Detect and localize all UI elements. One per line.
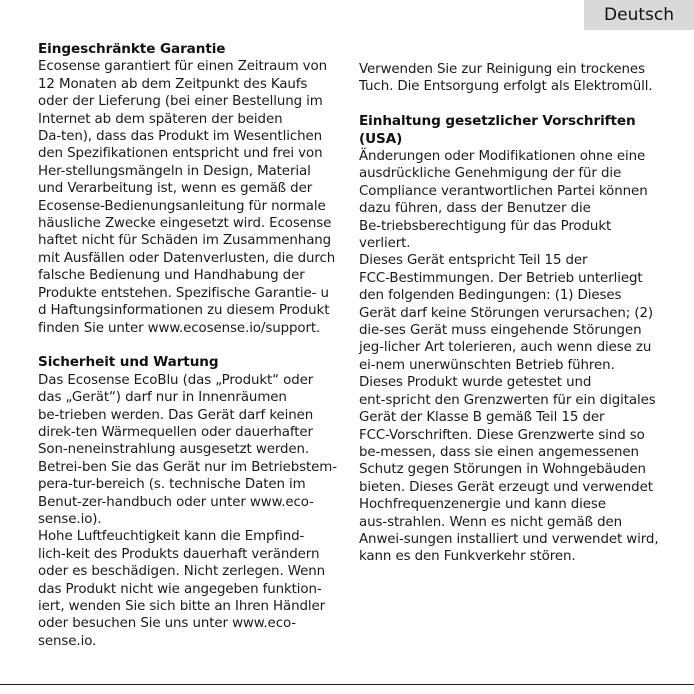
text-line: be-messen, dass sie einen angemessenen xyxy=(359,444,639,460)
text-line: Benut-zer-handbuch oder unter www.eco- xyxy=(38,494,314,510)
text-line: Son-neneinstrahlung ausgesetzt werden. xyxy=(38,442,310,458)
text-line: das Produkt nicht wie angegeben funktion- xyxy=(38,581,322,597)
text-line: Compliance verantwortlichen Partei können xyxy=(359,183,648,199)
text-line: falsche Bedienung und Handhabung der xyxy=(38,268,305,284)
text-line: den folgenden Bedingungen: (1) Dieses xyxy=(359,288,622,304)
text-line: häusliche Zwecke eingesetzt wird. Ecosense xyxy=(38,216,332,232)
warranty-body xyxy=(38,58,348,337)
text-line: das „Gerät“) darf nur in Innenräumen xyxy=(38,390,287,406)
text-line: iert, wenden Sie sich bitte an Ihren Händler xyxy=(38,598,326,614)
text-line: bieten. Dieses Gerät erzeugt und verwendet xyxy=(359,479,653,495)
text-line: Gerät der Klasse B gemäß Teil 15 der xyxy=(359,410,605,426)
text-line: Hochfrequenzenergie und kann diese xyxy=(359,497,606,513)
footer-divider xyxy=(0,684,694,685)
text-line: oder besuchen Sie uns unter www.eco- xyxy=(38,616,297,632)
text-line: Produkte entstehen. Spezifische Garantie- u xyxy=(38,285,329,301)
text-line: ausdrückliche Genehmigung der für die xyxy=(359,166,622,182)
text-line: 12 Monaten ab dem Zeitpunkt des Kaufs xyxy=(38,76,308,92)
right-column xyxy=(359,61,669,566)
text-line: d Haftungsinformationen zu diesem Produkt xyxy=(38,303,330,319)
text-line: Tuch. Die Entsorgung erfolgt als Elektromüll. xyxy=(359,79,653,95)
text-line: dazu führen, dass der Benutzer die xyxy=(359,201,591,217)
text-line: ei-nem unerwünschten Betrieb führen. xyxy=(359,357,615,373)
compliance-heading: Einhaltung gesetzlicher Vorschriften (USA) xyxy=(359,113,636,147)
text-line: sense.io. xyxy=(38,633,97,649)
text-line: aus-strahlen. Wenn es nicht gemäß den xyxy=(359,514,623,530)
text-line: Betrei-ben Sie das Gerät nur im Betriebstem- xyxy=(38,459,337,475)
left-column xyxy=(38,41,348,650)
text-line: be-trieben werden. Das Gerät darf keinen xyxy=(38,407,314,423)
text-line: Dieses Gerät entspricht Teil 15 der xyxy=(359,253,588,269)
text-line: FCC-Vorschriften. Diese Grenzwerte sind so xyxy=(359,427,645,443)
text-line: Schutz gegen Störungen in Wohngebäuden xyxy=(359,462,646,478)
safety-heading: Sicherheit und Wartung xyxy=(38,354,219,371)
text-line: finden Sie unter www.ecosense.io/support. xyxy=(38,320,321,336)
text-line: Verwenden Sie zur Reinigung ein trockenes xyxy=(359,62,645,77)
text-line: Hohe Luftfeuchtigkeit kann die Empfind- xyxy=(38,529,305,545)
text-line: Ecosense-Bedienungsanleitung für normale xyxy=(38,198,326,214)
warranty-heading: Eingeschränkte Garantie xyxy=(38,41,226,57)
text-line: den Spezifikationen entspricht und frei von xyxy=(38,146,323,162)
text-line: Das Ecosense EcoBlu (das „Produkt“ oder xyxy=(38,372,314,388)
text-line: haftet nicht für Schäden im Zusammenhang xyxy=(38,233,332,249)
text-line: mit Ausfällen oder Datenverlusten, die durch xyxy=(38,250,336,266)
text-line: ent-spricht den Grenzwerten für ein digitales xyxy=(359,392,656,408)
text-line: Be-triebsberechtigung für das Produkt xyxy=(359,218,612,234)
text-line: die-ses Gerät muss eingehende Störungen xyxy=(359,323,642,339)
text-line: Dieses Produkt wurde getestet und xyxy=(359,375,592,391)
text-line: Her-stellungsmängeln in Design, Material xyxy=(38,163,311,179)
text-line: direk-ten Wärmequellen oder dauerhafter xyxy=(38,424,313,440)
text-line: verliert. xyxy=(359,236,411,252)
text-line: Änderungen oder Modifikationen ohne eine xyxy=(359,149,646,165)
text-line: kann es den Funkverkehr stören. xyxy=(359,549,576,565)
language-tab: Deutsch xyxy=(584,0,694,30)
text-line: lich-keit des Produkts dauerhaft verändern xyxy=(38,546,320,562)
cleaning-text xyxy=(359,61,669,96)
text-line: Da-ten), dass das Produkt im Wesentlichen xyxy=(38,129,322,145)
text-line: jeg-licher Art tolerieren, auch wenn diese zu xyxy=(359,340,652,356)
compliance-body xyxy=(359,148,669,566)
text-line: sense.io). xyxy=(38,511,102,527)
text-line: pera-tur-bereich (s. technische Daten im xyxy=(38,477,306,493)
safety-body xyxy=(38,372,348,651)
text-line: FCC-Bestimmungen. Der Betrieb unterliegt xyxy=(359,270,643,286)
text-line: Ecosense garantiert für einen Zeitraum von xyxy=(38,59,327,75)
text-line: oder der Lieferung (bei einer Bestellung im xyxy=(38,94,323,110)
text-line: Internet ab dem späteren der beiden xyxy=(38,111,283,127)
text-line: und Verarbeitung ist, wenn es gemäß der xyxy=(38,181,313,197)
text-line: Gerät darf keine Störungen verursachen; (2) xyxy=(359,305,653,321)
text-line: oder es beschädigen. Nicht zerlegen. Wenn xyxy=(38,564,326,580)
text-line: Anwei-sungen installiert und verwendet wird, xyxy=(359,531,659,547)
